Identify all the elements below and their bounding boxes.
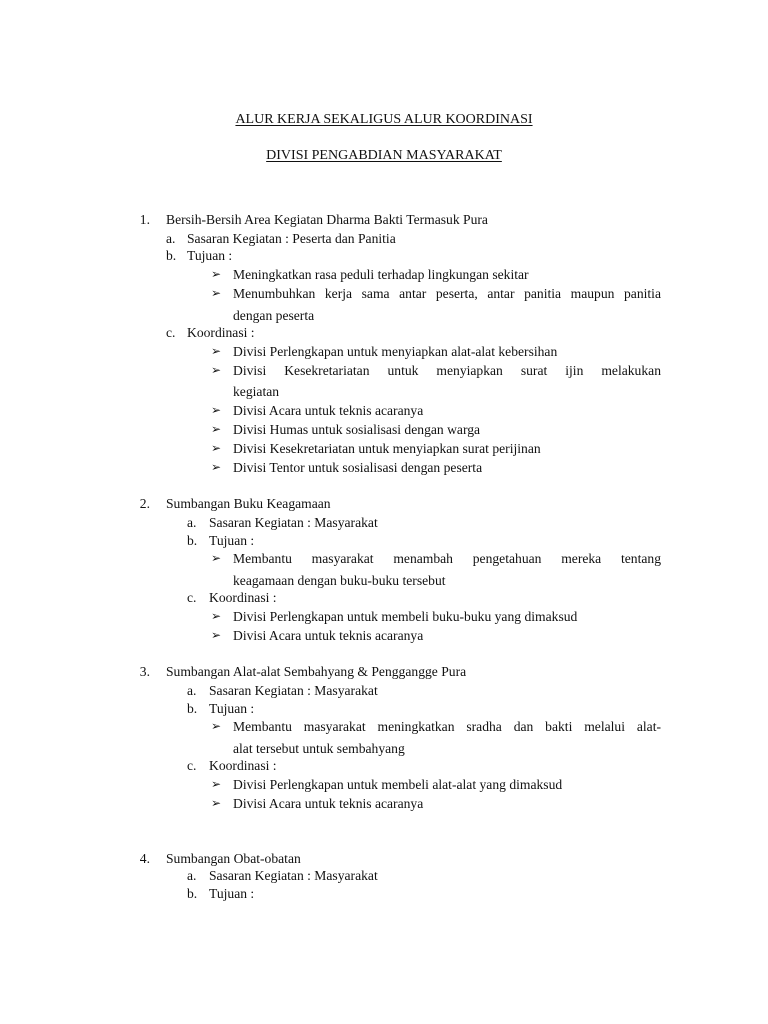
list-item-continuation: kegiatan: [233, 384, 280, 399]
sasaran-kegiatan: Sasaran Kegiatan : Masyarakat: [209, 683, 378, 698]
list-marker: a.: [166, 231, 176, 246]
list-item-continuation: alat tersebut untuk sembahyang: [233, 741, 405, 756]
sasaran-kegiatan: Sasaran Kegiatan : Masyarakat: [209, 868, 378, 883]
list-marker: b.: [187, 701, 198, 716]
arrow-bullet-icon: ➢: [211, 719, 222, 733]
section-heading: Sumbangan Alat-alat Sembahyang & Penggangge Pura: [166, 664, 467, 679]
section-number: 4.: [139, 851, 150, 866]
list-item: Divisi Acara untuk teknis acaranya: [233, 796, 424, 811]
arrow-bullet-icon: ➢: [211, 796, 222, 810]
arrow-bullet-icon: ➢: [211, 460, 222, 474]
tujuan-label: Tujuan :: [187, 248, 233, 263]
document-subtitle: DIVISI PENGABDIAN MASYARAKAT: [266, 148, 502, 163]
arrow-bullet-icon: ➢: [211, 551, 222, 565]
list-item: Divisi Kesekretariatan untuk menyiapkan surat ijin melakukan: [233, 363, 661, 378]
arrow-bullet-icon: ➢: [211, 628, 222, 642]
list-item-continuation: keagamaan dengan buku-buku tersebut: [233, 573, 446, 588]
arrow-bullet-icon: ➢: [211, 441, 222, 455]
arrow-bullet-icon: ➢: [211, 609, 222, 623]
list-item: Divisi Kesekretariatan untuk menyiapkan surat perijinan: [233, 441, 541, 456]
section-heading: Sumbangan Buku Keagamaan: [166, 496, 331, 511]
sasaran-kegiatan: Sasaran Kegiatan : Peserta dan Panitia: [187, 231, 396, 246]
list-item-continuation: dengan peserta: [233, 308, 315, 323]
arrow-bullet-icon: ➢: [211, 777, 222, 791]
koordinasi-label: Koordinasi :: [187, 325, 255, 340]
list-item: Divisi Acara untuk teknis acaranya: [233, 628, 424, 643]
section-number: 2.: [139, 496, 150, 511]
list-marker: b.: [187, 886, 198, 901]
sasaran-kegiatan: Sasaran Kegiatan : Masyarakat: [209, 515, 378, 530]
tujuan-label: Tujuan :: [209, 701, 255, 716]
list-item: Menumbuhkan kerja sama antar peserta, antar panitia maupun panitia: [233, 286, 661, 301]
list-marker: c.: [187, 758, 197, 773]
arrow-bullet-icon: ➢: [211, 403, 222, 417]
arrow-bullet-icon: ➢: [211, 422, 222, 436]
list-item: Divisi Acara untuk teknis acaranya: [233, 403, 424, 418]
tujuan-label: Tujuan :: [209, 533, 255, 548]
list-item: Meningkatkan rasa peduli terhadap lingkungan sekitar: [233, 267, 529, 282]
arrow-bullet-icon: ➢: [211, 267, 222, 281]
list-marker: b.: [166, 248, 177, 263]
list-item: Divisi Perlengkapan untuk membeli alat-alat yang dimaksud: [233, 777, 563, 792]
document-title: ALUR KERJA SEKALIGUS ALUR KOORDINASI: [235, 112, 533, 127]
arrow-bullet-icon: ➢: [211, 286, 222, 300]
arrow-bullet-icon: ➢: [211, 363, 222, 377]
list-item: Membantu masyarakat menambah pengetahuan mereka tentang: [233, 551, 661, 566]
section-heading: Sumbangan Obat-obatan: [166, 851, 301, 866]
tujuan-label: Tujuan :: [209, 886, 255, 901]
list-marker: a.: [187, 868, 197, 883]
list-marker: a.: [187, 683, 197, 698]
arrow-bullet-icon: ➢: [211, 344, 222, 358]
koordinasi-label: Koordinasi :: [209, 758, 277, 773]
list-marker: a.: [187, 515, 197, 530]
list-item: Divisi Tentor untuk sosialisasi dengan peserta: [233, 460, 483, 475]
section-number: 1.: [139, 212, 150, 227]
koordinasi-label: Koordinasi :: [209, 590, 277, 605]
list-item: Divisi Perlengkapan untuk membeli buku-buku yang dimaksud: [233, 609, 578, 624]
list-item: Divisi Humas untuk sosialisasi dengan warga: [233, 422, 481, 437]
list-marker: b.: [187, 533, 198, 548]
section-heading: Bersih-Bersih Area Kegiatan Dharma Bakti Termasuk Pura: [166, 212, 488, 227]
list-item: Divisi Perlengkapan untuk menyiapkan alat-alat kebersihan: [233, 344, 558, 359]
list-item: Membantu masyarakat meningkatkan sradha dan bakti melalui alat-: [233, 719, 661, 734]
list-marker: c.: [187, 590, 197, 605]
section-number: 3.: [139, 664, 150, 679]
list-marker: c.: [166, 325, 176, 340]
